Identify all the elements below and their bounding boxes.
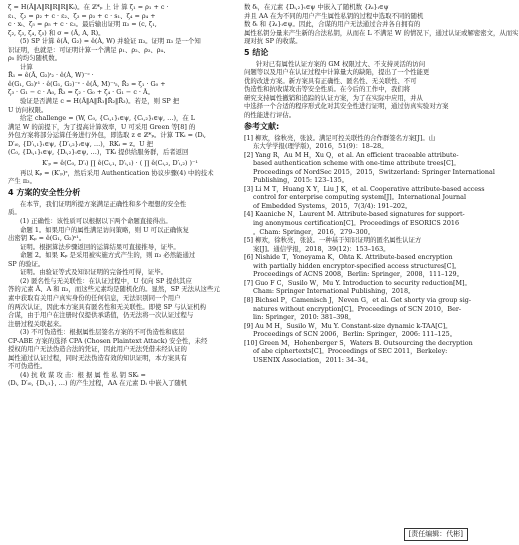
proof-step-5-block bbox=[8, 37, 232, 63]
reference-line: [2] Yang R，Au M H，Xu Q，et al. An efficient traceable attribute- bbox=[244, 150, 459, 159]
conclusion-block bbox=[244, 60, 468, 120]
text-line: 注册过程关联起来。 bbox=[8, 319, 66, 328]
text-line: 不可伪造性。 bbox=[8, 362, 47, 371]
text-line: 优的改进方案。新方案具有正确性、匿名性、无关联性、不可 bbox=[244, 76, 417, 85]
text-line: ρ₅ 的均匀随机数。 bbox=[8, 54, 62, 63]
formula-line: R̃₁ = ê(Â, G₂)ᶦ₂ · ê(À, W)⁻ᶜ · bbox=[8, 71, 94, 80]
challenge-line: 给定 challenge = (W, C₀, {Cᵢ,₁}ᵢ∈ψ, {Cᵢ,₂}ᵢ∈ψ, …)，在 L bbox=[20, 114, 196, 123]
text-line: 的性能进行评估。 bbox=[244, 111, 296, 120]
references-heading: 参考文献: bbox=[244, 121, 280, 131]
text-line: 数 δᵢ 和 {λᵢ}ᵢ∈ψ。因此，合谋的用户无法通过合并各自拥有的 bbox=[244, 20, 421, 29]
formula-line: ê(G₁, G₂)ᶦ¹ · ê(G₁, G₂)⁻ᶜ · ê(Â, M)⁻ᶦ₅, R̃₂ = ζ₁ · G₀ + bbox=[8, 79, 166, 88]
text-line: (C₀, {Dᵢ,₁}ᵢ∈ψ, {Dᵢ,₂}ᵢ∈ψ, …)，TKᵢ 提供给服务群，后者返回 bbox=[8, 148, 189, 157]
text-line: 满足 W 的前提下，为了提高计算效率，U 可采用 Green 等[8] 的 bbox=[8, 122, 196, 131]
text-line: D′ᵢ₀, {D′ᵢ,₁}ᵢ∈ψ, {D′ᵢ,₂}ᵢ∈ψ, …)，RKᵢ = z。U 把 bbox=[8, 139, 153, 148]
text-line: 合谋，由于用户在注册时仅提供承诺值，仍无法将一次认证过程与 bbox=[8, 311, 194, 320]
text-line: (5) SP 计算 ê(Â, G₂) = ê(À, W) 并验证 π₃。证明 π₃ 是一个知 bbox=[20, 37, 201, 46]
text-line: 计算 bbox=[20, 62, 33, 71]
text-line: (2) 匿名性与无关联性：在认证过程中，U 仅向 SP 提供其应 bbox=[20, 276, 192, 285]
reference-line: [8] Bichsel P，Camenisch J，Neven G，et al. Get shorty via group sig- bbox=[244, 295, 472, 304]
editor-note: [责任编辑：代彬] bbox=[404, 528, 468, 541]
reference-line: Proceedings of ACNS 2008，Berlin: Springer，2008，111–129。 bbox=[253, 270, 463, 279]
text-line: (4) 抗 收 谋 攻 击：根 据 属 性 私 钥 SKᵢ = bbox=[20, 370, 146, 379]
reference-line: [10] Green M，Hohenberger S，Waters B. Outsourcing the decryption bbox=[244, 338, 473, 347]
text-line: 研究支持属性撤销和追踪的认证方案，为了在实际中应用，并从 bbox=[244, 93, 423, 102]
verification-check-block bbox=[8, 97, 232, 114]
reference-line: Cham: Springer International Publishing，2018。 bbox=[253, 287, 415, 296]
formula-line: ζ₃ · G₁ − c · A₀, R̃₃ = ζ₂ · G₀ + ζ₄ · G₁ − c · Â。 bbox=[8, 88, 154, 97]
reference-line: [4] Kaaniche N，Laurent M. Attribute-based signatures for support- bbox=[244, 210, 465, 219]
reference-line: [9] Au M H，Susilo W，Mu Y. Constant-size dynamic k-TAA[C]。 bbox=[244, 321, 452, 330]
text-line: 中选择一个合适的程序形式化对其安全性进行证明，通过仿真实验对方案 bbox=[244, 102, 449, 111]
reference-line: natures without encryption[C]。Proceedings of SCN 2010，Ber- bbox=[253, 304, 462, 313]
reference-line: [6] Nishide T，Yoneyama K，Ohta K. Attribute-based encryption bbox=[244, 253, 453, 262]
security-analysis-block bbox=[8, 200, 232, 388]
left-column bbox=[8, 3, 232, 388]
text-line: ζ₂, ζ₃, ζ₄, ζ₅) 和 σ = (Â, A, R)。 bbox=[8, 28, 105, 37]
text-line: 在本节，我们证明所提方案满足正确性和多个理想的安全性 bbox=[20, 199, 187, 208]
reference-line: lin: Springer，2010: 381–398。 bbox=[253, 313, 355, 322]
text-line: 伪造性和抗收谋攻击等安全性质。在今后的工作中，我们将 bbox=[244, 85, 411, 94]
text-line: c · xᵢ、ζ₅ = ρ₅ + c · ε₃。最后输出证明 π₃ = (c, ζ₁, bbox=[8, 20, 157, 29]
reference-line: based authentication scheme with one-time attribute trees[C]。 bbox=[253, 159, 460, 168]
text-line: 产生 π₃。 bbox=[8, 177, 36, 186]
reference-line: [1] 柳欢，徐秋亮，张波。满足可控关联性的合作群签名方案[J]。山 bbox=[244, 133, 436, 142]
reference-line: 。Cham: Springer，2016，279–300。 bbox=[253, 227, 375, 236]
reference-line: [5] 柳欢，徐秋亮，张波。一种基于知识证明的匿名属性认证方 bbox=[244, 236, 422, 245]
text-line: 质。 bbox=[8, 208, 21, 217]
text-line: 授权的用户无法伪造合法的凭证，因此用户无法凭借未经认证的 bbox=[8, 345, 187, 354]
text-line: ζ = H(Â‖A‖R‖R‖R‖Kᵢ)。在 ℤ*ₚ 上 计 算 ζ₁ = ρ₁ + c · bbox=[8, 3, 169, 11]
reference-line: Proceedings of NordSec 2015，2015，Switzerland: Springer International bbox=[253, 167, 495, 176]
text-line: (1) 正确性：该性质可以根据以下两个命题直接得出。 bbox=[20, 217, 172, 226]
reference-line: Publishing，2015: 123–135。 bbox=[253, 176, 349, 185]
reference-line: of Embedded Systems，2015，7(3/4): 191–202。 bbox=[253, 201, 412, 210]
verification-formula-block bbox=[8, 63, 232, 97]
text-line: 外包方案将部分运算任务进行外包，即选取 z ∈ ℤ*ₚ。计算 TKᵢ = (Dᵢ, bbox=[8, 131, 206, 140]
text-line: 数 δᵢ，在元素 {Dᵢ,₂}ᵢ∈ψ 中嵌入了随机数 {λᵢ}ᵢ∈ψ bbox=[244, 3, 389, 11]
collusion-continuation-block bbox=[244, 3, 519, 46]
text-line: (Dᵢ, D′ᵢ₀, {Dᵢ,₁}, …) 的产生过程，AA 在元素 Dᵢ 中嵌入了随机 bbox=[8, 379, 188, 388]
text-line: 答的元素 Â、A 和 π₃，而这些元素均是随机化的。显然，SP 无法从这些元 bbox=[8, 285, 220, 294]
section-heading: 5 结论 bbox=[244, 47, 269, 57]
reference-line: ing anonymous certification[C]。Proceedings of ESORICS 2016 bbox=[253, 219, 460, 228]
text-line: (3) 不可伪造性：根据属性层签名方案的不可伪造性和底层 bbox=[20, 328, 185, 337]
text-line: 证明。由验证等式及知识证明的完备性可得，证毕。 bbox=[20, 268, 167, 277]
formula-line: K′ₚ = ê(C₀, D′ᵢ) ∏ ê(Cᵢ,₁, D′ᵢ,₁) · ( ∏ ê(Cᵢ,₂, D′ᵢ,₂) )⁻¹ bbox=[42, 158, 198, 167]
text-line: 命题 2。如果 Kₚ 是采用被实施方式产生的，则 π₃ 必然能通过 bbox=[20, 251, 196, 260]
reference-line: [3] Li M T，Huang X Y，Liu J K，et al. Cooperative attribute-based access bbox=[244, 184, 485, 193]
text-line: 验证是否满足 c = H(Â‖A‖R̃₁‖R̃₂‖R̃₃)。若是，则 SP 把 bbox=[20, 97, 180, 106]
right-column bbox=[244, 3, 519, 364]
text-line: 属性私钥分量来产生新的合法私钥，从而在 L 不满足 W 的情况下，通过认证或解密密文，从而实 bbox=[244, 28, 519, 37]
text-line: 证明。根据算法步骤返回的运算结果可直接推导，证毕。 bbox=[20, 242, 180, 251]
text-line: SP 的验证。 bbox=[8, 259, 45, 268]
text-line: 的两次认证，因此本方案具有匿名性和无关联性。即使 SP 与认证机构 bbox=[8, 302, 207, 311]
reference-line: control for enterprise computing system[J]。International Journal bbox=[253, 193, 467, 202]
text-line: 素中获取有关用户真实身份的任何信息，无法识别同一个用户 bbox=[8, 293, 181, 302]
reference-line: Proceedings of SCN 2006，Berlin: Springer，2006: 111–125。 bbox=[253, 330, 457, 339]
reference-line: USENIX Association，2011: 34–34。 bbox=[253, 355, 372, 364]
text-line: 命题 1。如果用户的属性满足访问策略，则 U 可以正确恢复 bbox=[20, 225, 189, 234]
text-line: 针对已有属性认证方案的 GM 权限过大、不支持灵活的访问 bbox=[256, 59, 426, 68]
references-list bbox=[244, 133, 495, 365]
reference-line: [7] Guo F C，Susilo W，Mu Y. Introduction to security reduction[M]。 bbox=[244, 278, 471, 287]
text-line: 属性通过认证过程，同时无法伪造有效的知识证明，本方案具有 bbox=[8, 353, 187, 362]
text-line: 出密钥 Kₚ = ê(G₁, G₂)ˢ¹。 bbox=[8, 234, 86, 243]
text-line: 现对抗 SP 的收谋。 bbox=[244, 37, 302, 46]
reference-line: 案[J]。通信学报，2018，39(12)：153–163。 bbox=[253, 244, 390, 253]
text-line: CP-ABE 方案的选择 CPA (Chosen Plaintext Attack) 安全性，未经 bbox=[8, 336, 208, 345]
outsourcing-block bbox=[8, 114, 232, 186]
section-heading: 4 方案的安全性分析 bbox=[8, 187, 81, 197]
reference-line: 东大学学报(理学版)，2016，51(9)：18–28。 bbox=[253, 142, 388, 151]
text-line: U 访问权限。 bbox=[8, 105, 48, 114]
reference-line: with partially hidden encryptor-specified access structures[C]。 bbox=[253, 261, 461, 270]
text-line: 并且 AA 在为不同的用户产生属性私钥的过程中选取不同的随机 bbox=[244, 11, 424, 20]
text-line: 再以 Kₚ = (K′ₚ)ᶻ，然后采用 Authentication 协议步骤(4) 中的技术 bbox=[20, 168, 214, 177]
text-line: 问题等以及用户在认证过程中计算量大的缺陷，提出了一个性能更 bbox=[244, 68, 430, 77]
reference-line: of abe ciphertexts[C]。Proceedings of SEC 2011，Berkeley: bbox=[253, 347, 448, 356]
text-line: ε₁、ζ₂ = ρ₂ + c · ε₂、ζ₃ = ρ₃ + c · s₁、ζ₄ = ρ₄ + bbox=[8, 11, 156, 20]
text-line: 识证明，也就是：可证明计算一个满足 ρ₁、ρ₂、ρ₃、ρ₄、 bbox=[8, 45, 170, 54]
proof-step-4-block bbox=[8, 3, 232, 37]
